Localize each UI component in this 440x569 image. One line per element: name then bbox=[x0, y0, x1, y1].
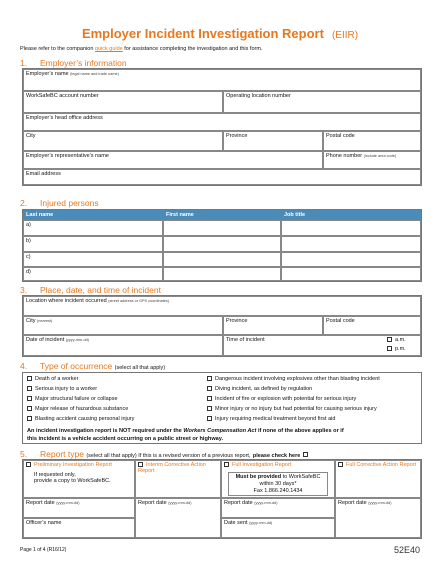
checkbox[interactable] bbox=[27, 416, 32, 421]
section-label: Report type bbox=[40, 449, 84, 459]
postal-label: Postal code bbox=[326, 133, 355, 139]
option-label: Major structural failure or collapse bbox=[35, 396, 118, 402]
notice-text: to WorkSafeBC bbox=[281, 474, 321, 480]
email-field[interactable] bbox=[23, 169, 421, 185]
place-date-box bbox=[22, 295, 422, 357]
prelim-report-option[interactable] bbox=[23, 460, 135, 498]
date-hint: (yyyy-mm-dd) bbox=[368, 501, 392, 505]
notice-act: Workers Compensation Act bbox=[183, 428, 257, 434]
table-row-d-last[interactable] bbox=[23, 267, 163, 281]
rep-name-field[interactable] bbox=[23, 151, 323, 169]
corrective-report-option[interactable] bbox=[335, 460, 421, 498]
notice-text: within 30 days* bbox=[259, 481, 297, 487]
city-hint: (nearest) bbox=[37, 319, 53, 323]
report-type-box bbox=[22, 459, 422, 539]
pm-label: p.m. bbox=[395, 346, 406, 352]
row-label: b) bbox=[26, 238, 31, 244]
revised-checkbox[interactable] bbox=[303, 452, 308, 457]
am-option[interactable] bbox=[387, 337, 406, 343]
notice-text: if none of the above applies or if bbox=[256, 428, 344, 434]
date-hint: (yyyy-mm-dd) bbox=[249, 521, 273, 525]
report-date-label: Report date bbox=[338, 500, 367, 506]
table-row-c-last[interactable] bbox=[23, 252, 163, 267]
pm-checkbox[interactable] bbox=[387, 346, 392, 351]
pm-option[interactable] bbox=[387, 346, 406, 352]
option-label: Incident of fire or explosion with potential for serious injury bbox=[215, 396, 357, 402]
row-label: d) bbox=[26, 269, 31, 275]
checkbox[interactable] bbox=[207, 386, 212, 391]
location-field[interactable] bbox=[23, 296, 421, 316]
report-date-label: Report date bbox=[224, 500, 253, 506]
location-label: Location where incident occurred bbox=[26, 298, 107, 304]
fax-number: Fax 1.866.240.1434 bbox=[253, 488, 303, 494]
account-number-label: WorkSafeBC account number bbox=[26, 93, 99, 99]
interim-report-date-field[interactable] bbox=[135, 498, 221, 538]
revised-label: please check here bbox=[252, 453, 301, 459]
corrective-label: Full Corrective Action Report bbox=[346, 462, 416, 468]
option-label: Injury requiring medical treatment beyond first aid bbox=[215, 416, 336, 422]
intro-before: Please refer to the companion bbox=[20, 46, 95, 52]
section-5-heading bbox=[20, 449, 311, 459]
section-note: (select all that apply) bbox=[114, 365, 166, 371]
incident-postal-field[interactable] bbox=[323, 316, 421, 335]
full-checkbox[interactable] bbox=[224, 462, 229, 467]
full-report-option[interactable] bbox=[221, 460, 335, 498]
intro-after: for assistance completing the investigation and this form. bbox=[122, 46, 263, 52]
city-label: City bbox=[26, 318, 36, 324]
table-row-c-first[interactable] bbox=[163, 252, 281, 267]
checkbox[interactable] bbox=[207, 376, 212, 381]
title-code: (EIIR) bbox=[331, 30, 359, 41]
checkbox[interactable] bbox=[27, 376, 32, 381]
table-row-a-job[interactable] bbox=[281, 220, 421, 236]
date-sent-label: Date sent bbox=[224, 520, 248, 526]
operating-location-label: Operating location number bbox=[226, 93, 291, 99]
report-date-label: Report date bbox=[138, 500, 167, 506]
city-label: City bbox=[26, 133, 36, 139]
occurrence-option[interactable] bbox=[207, 416, 335, 422]
occurrence-option[interactable] bbox=[27, 416, 134, 422]
employer-city-field[interactable] bbox=[23, 131, 223, 151]
option-label: Blasting accident causing personal injury bbox=[35, 416, 135, 422]
incident-province-field[interactable] bbox=[223, 316, 323, 335]
checkbox[interactable] bbox=[27, 396, 32, 401]
section-number: 5. bbox=[20, 449, 28, 459]
section-number: 3. bbox=[20, 285, 28, 295]
table-row-a-first[interactable] bbox=[163, 220, 281, 236]
employer-name-field[interactable] bbox=[23, 69, 421, 91]
prelim-checkbox[interactable] bbox=[26, 462, 31, 467]
occurrence-option[interactable] bbox=[207, 386, 312, 392]
prelim-note: provide a copy to WorkSafeBC. bbox=[34, 478, 111, 484]
section-number: 4. bbox=[20, 361, 28, 371]
account-number-field[interactable] bbox=[23, 91, 223, 113]
occurrence-notice bbox=[27, 427, 419, 443]
occurrence-option[interactable] bbox=[27, 406, 128, 412]
quick-guide-link[interactable]: quick guide bbox=[94, 46, 123, 52]
occurrence-option[interactable] bbox=[27, 386, 97, 392]
section-note: (select all that apply) If this is a revised version of a previous report, bbox=[86, 453, 251, 459]
operating-location-field[interactable] bbox=[223, 91, 421, 113]
form-number: 52E40 bbox=[394, 545, 421, 555]
officer-label: Officer’s name bbox=[26, 520, 62, 526]
rep-name-label: Employer’s representative’s name bbox=[26, 153, 109, 159]
section-1-heading bbox=[20, 58, 127, 68]
interim-checkbox[interactable] bbox=[138, 462, 143, 467]
corrective-checkbox[interactable] bbox=[338, 462, 343, 467]
section-number: 2. bbox=[20, 198, 28, 208]
section-label: Type of occurrence bbox=[40, 361, 113, 371]
section-label: Injured persons bbox=[40, 198, 99, 208]
interim-label: Interim Corrective Action Report bbox=[138, 462, 206, 474]
postal-label: Postal code bbox=[326, 318, 355, 324]
column-header-job-title: Job title bbox=[281, 210, 421, 220]
row-label: c) bbox=[26, 254, 31, 260]
occurrence-box bbox=[22, 372, 422, 444]
full-report-notice bbox=[228, 472, 328, 496]
time-label: Time of incident bbox=[226, 337, 265, 343]
incident-date-field[interactable] bbox=[23, 335, 223, 356]
occurrence-option[interactable] bbox=[27, 396, 118, 402]
employer-info-box bbox=[22, 68, 422, 186]
section-3-heading bbox=[20, 285, 161, 295]
date-hint: (yyyy-mm-dd) bbox=[168, 501, 192, 505]
occurrence-option[interactable] bbox=[207, 396, 356, 402]
prelim-report-date-field[interactable] bbox=[23, 498, 135, 518]
incident-city-field[interactable] bbox=[23, 316, 223, 335]
option-label: Diving incident, as defined by regulation bbox=[215, 386, 313, 392]
phone-hint: (include area code) bbox=[363, 154, 397, 158]
head-office-label: Employer’s head office address bbox=[26, 115, 103, 121]
interim-report-option[interactable] bbox=[135, 460, 221, 498]
option-label: Serious injury to a worker bbox=[35, 386, 98, 392]
column-header-last-name: Last name bbox=[23, 210, 163, 220]
checkbox[interactable] bbox=[27, 386, 32, 391]
phone-field[interactable] bbox=[323, 151, 421, 169]
checkbox[interactable] bbox=[207, 396, 212, 401]
prelim-note: If requested only, bbox=[34, 472, 76, 478]
title-text: Employer Incident Investigation Report bbox=[81, 26, 324, 41]
option-label: Death of a worker bbox=[35, 376, 79, 382]
checkbox[interactable] bbox=[207, 406, 212, 411]
head-office-field[interactable] bbox=[23, 113, 421, 131]
section-label: Employer’s information bbox=[40, 58, 127, 68]
table-row-b-first[interactable] bbox=[163, 236, 281, 252]
table-row-b-last[interactable] bbox=[23, 236, 163, 252]
table-row-c-job[interactable] bbox=[281, 252, 421, 267]
row-label: a) bbox=[26, 222, 31, 228]
am-checkbox[interactable] bbox=[387, 337, 392, 342]
option-label: Minor injury or no injury but had potential for causing serious injury bbox=[215, 406, 377, 412]
incident-time-field[interactable] bbox=[223, 335, 421, 356]
province-label: Province bbox=[226, 318, 248, 324]
table-row-a-last[interactable] bbox=[23, 220, 163, 236]
employer-name-hint: (legal name and trade name) bbox=[70, 72, 119, 76]
occurrence-option[interactable] bbox=[207, 376, 380, 382]
employer-postal-field[interactable] bbox=[323, 131, 421, 151]
notice-text: An incident investigation report is NOT required under the bbox=[27, 428, 184, 434]
employer-province-field[interactable] bbox=[223, 131, 323, 151]
option-label: Major release of hazardous substance bbox=[35, 406, 129, 412]
prelim-label: Preliminary Investigation Report bbox=[34, 462, 112, 468]
employer-name-label: Employer’s name bbox=[26, 71, 69, 77]
notice-bold: Must be provided bbox=[235, 474, 282, 480]
injured-persons-table bbox=[22, 209, 422, 282]
location-hint: (street address or GPS coordinates) bbox=[108, 299, 170, 303]
option-label: Dangerous incident involving explosives other than blasting incident bbox=[215, 376, 380, 382]
officer-name-field[interactable] bbox=[23, 518, 135, 538]
page-footer: Page 1 of 4 (R16/12) bbox=[20, 547, 67, 553]
section-label: Place, date, and time of incident bbox=[40, 285, 161, 295]
section-2-heading bbox=[20, 198, 99, 208]
table-row-d-first[interactable] bbox=[163, 267, 281, 281]
phone-label: Phone number bbox=[326, 153, 363, 159]
notice-text: this incident is a vehicle accident occurring on a public street or highway. bbox=[27, 436, 224, 442]
am-label: a.m. bbox=[395, 337, 406, 343]
province-label: Province bbox=[226, 133, 248, 139]
date-sent-field[interactable] bbox=[221, 518, 335, 538]
table-row-b-job[interactable] bbox=[281, 236, 421, 252]
date-hint: (yyyy-mm-dd) bbox=[65, 338, 89, 342]
report-date-label: Report date bbox=[26, 500, 55, 506]
occurrence-option[interactable] bbox=[207, 406, 377, 412]
corrective-report-date-field[interactable] bbox=[335, 498, 421, 538]
table-row-d-job[interactable] bbox=[281, 267, 421, 281]
column-header-first-name: First name bbox=[163, 210, 281, 220]
section-number: 1. bbox=[20, 58, 28, 68]
page-title bbox=[0, 26, 440, 41]
date-label: Date of incident bbox=[26, 337, 65, 343]
full-report-date-field[interactable] bbox=[221, 498, 335, 518]
intro-text bbox=[20, 46, 262, 52]
checkbox[interactable] bbox=[27, 406, 32, 411]
email-label: Email address bbox=[26, 171, 61, 177]
section-4-heading bbox=[20, 361, 165, 371]
checkbox[interactable] bbox=[207, 416, 212, 421]
occurrence-option[interactable] bbox=[27, 376, 78, 382]
date-hint: (yyyy-mm-dd) bbox=[254, 501, 278, 505]
full-label: Full Investigation Report bbox=[232, 462, 292, 468]
date-hint: (yyyy-mm-dd) bbox=[56, 501, 80, 505]
